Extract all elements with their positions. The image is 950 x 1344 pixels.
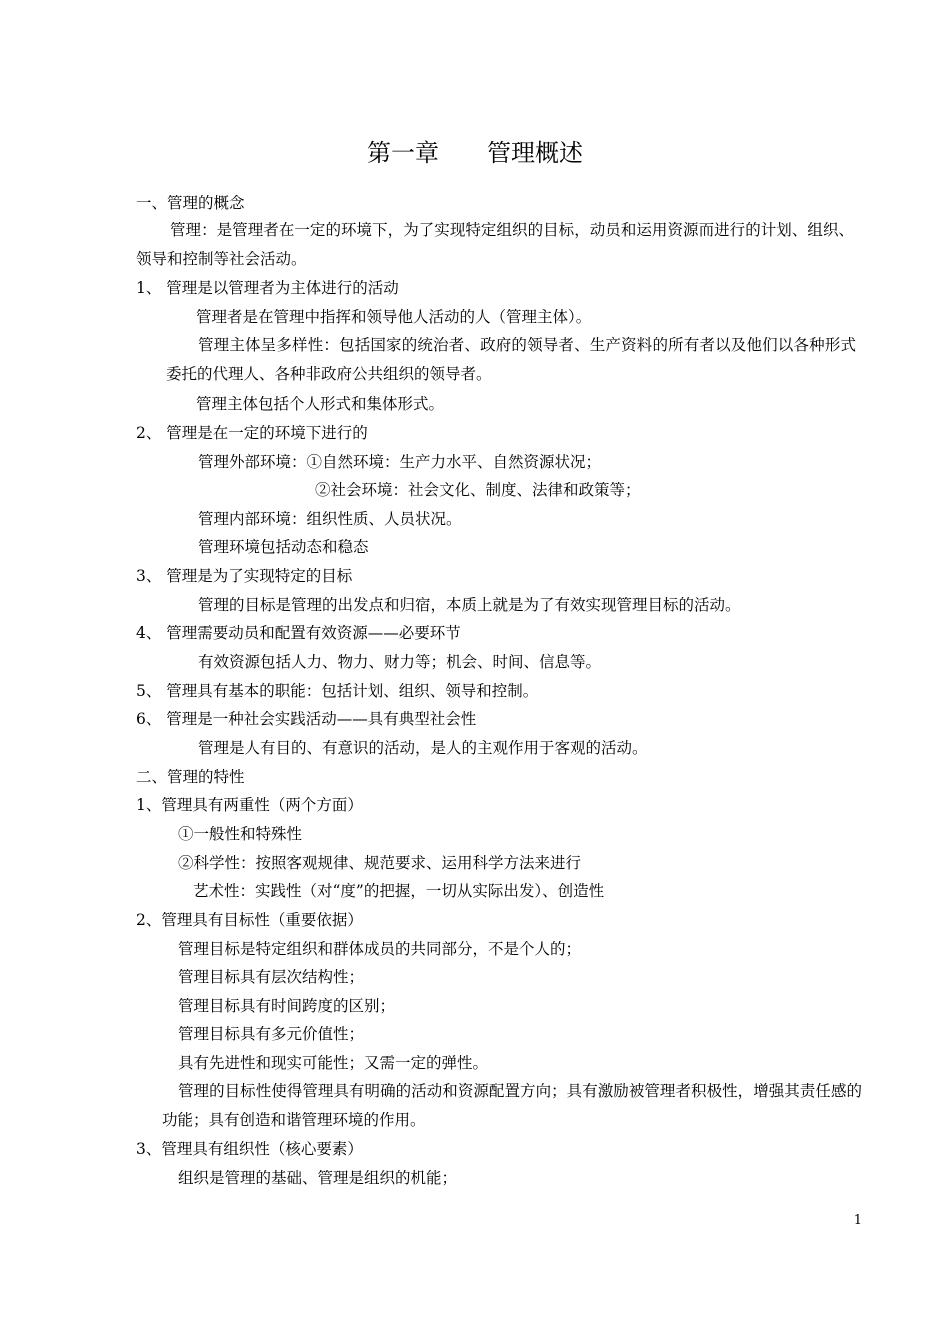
paragraph: 管理的目标性使得管理具有明确的活动和资源配置方向；具有激励被管理者积极性，增强其责任感的功能；具有创造和谐管理环境的作用。 [162,1082,862,1129]
paragraph: 管理主体包括个人形式和集体形式。 [196,395,445,413]
paragraph: 管理目标具有多元价值性； [178,1025,365,1043]
subheading: 2、 管理是在一定的环境下进行的 [136,424,368,442]
paragraph: 管理：是管理者在一定的环境下，为了实现特定组织的目标，动员和运用资源而进行的计划、组织、领导和控制等社会活动。 [136,221,854,268]
paragraph: 管理环境包括动态和稳态 [198,538,369,556]
paragraph: ②科学性：按照客观规律、规范要求、运用科学方法来进行 [178,854,582,872]
subheading: 5、 管理具有基本的职能：包括计划、组织、领导和控制。 [136,682,539,700]
subheading: 3、 管理是为了实现特定的目标 [136,567,353,585]
paragraph: 管理目标具有层次结构性； [178,968,365,986]
subheading: 2、管理具有目标性（重要依据） [136,911,363,929]
page-number: 1 [853,1213,862,1228]
paragraph: 管理主体呈多样性：包括国家的统治者、政府的领导者、生产资料的所有者以及他们以各种形式委托的代理人、各种非政府公共组织的领导者。 [166,336,856,383]
paragraph: 具有先进性和现实可能性；又需一定的弹性。 [178,1054,489,1072]
subheading: 1、 管理是以管理者为主体进行的活动 [136,279,399,297]
paragraph: 管理外部环境：①自然环境：生产力水平、自然资源状况； [198,453,602,471]
section-heading: 二、管理的特性 [136,768,245,786]
paragraph: 有效资源包括人力、物力、财力等；机会、时间、信息等。 [198,653,602,671]
subheading: 6、 管理是一种社会实践活动——具有典型社会性 [136,710,477,728]
paragraph: 艺术性：实践性（对“度”的把握，一切从实际出发）、创造性 [193,882,605,900]
paragraph: 管理是人有目的、有意识的活动，是人的主观作用于客观的活动。 [198,739,648,757]
paragraph: ②社会环境：社会文化、制度、法律和政策等； [315,481,641,499]
section-heading: 一、管理的概念 [136,194,245,212]
paragraph: 管理目标具有时间跨度的区别； [178,997,396,1015]
paragraph: 管理目标是特定组织和群体成员的共同部分，不是个人的； [178,940,582,958]
chapter-title: 第一章 管理概述 [367,139,583,167]
subheading: 3、管理具有组织性（核心要素） [136,1140,363,1158]
subheading: 1、管理具有两重性（两个方面） [136,796,363,814]
paragraph: ①一般性和特殊性 [178,825,303,843]
paragraph: 管理内部环境：组织性质、人员状况。 [198,510,462,528]
paragraph: 组织是管理的基础、管理是组织的机能； [178,1169,458,1187]
subheading: 4、 管理需要动员和配置有效资源——必要环节 [136,624,461,642]
paragraph: 管理的目标是管理的出发点和归宿，本质上就是为了有效实现管理目标的活动。 [198,596,741,614]
paragraph: 管理者是在管理中指挥和领导他人活动的人（管理主体）。 [196,308,592,326]
